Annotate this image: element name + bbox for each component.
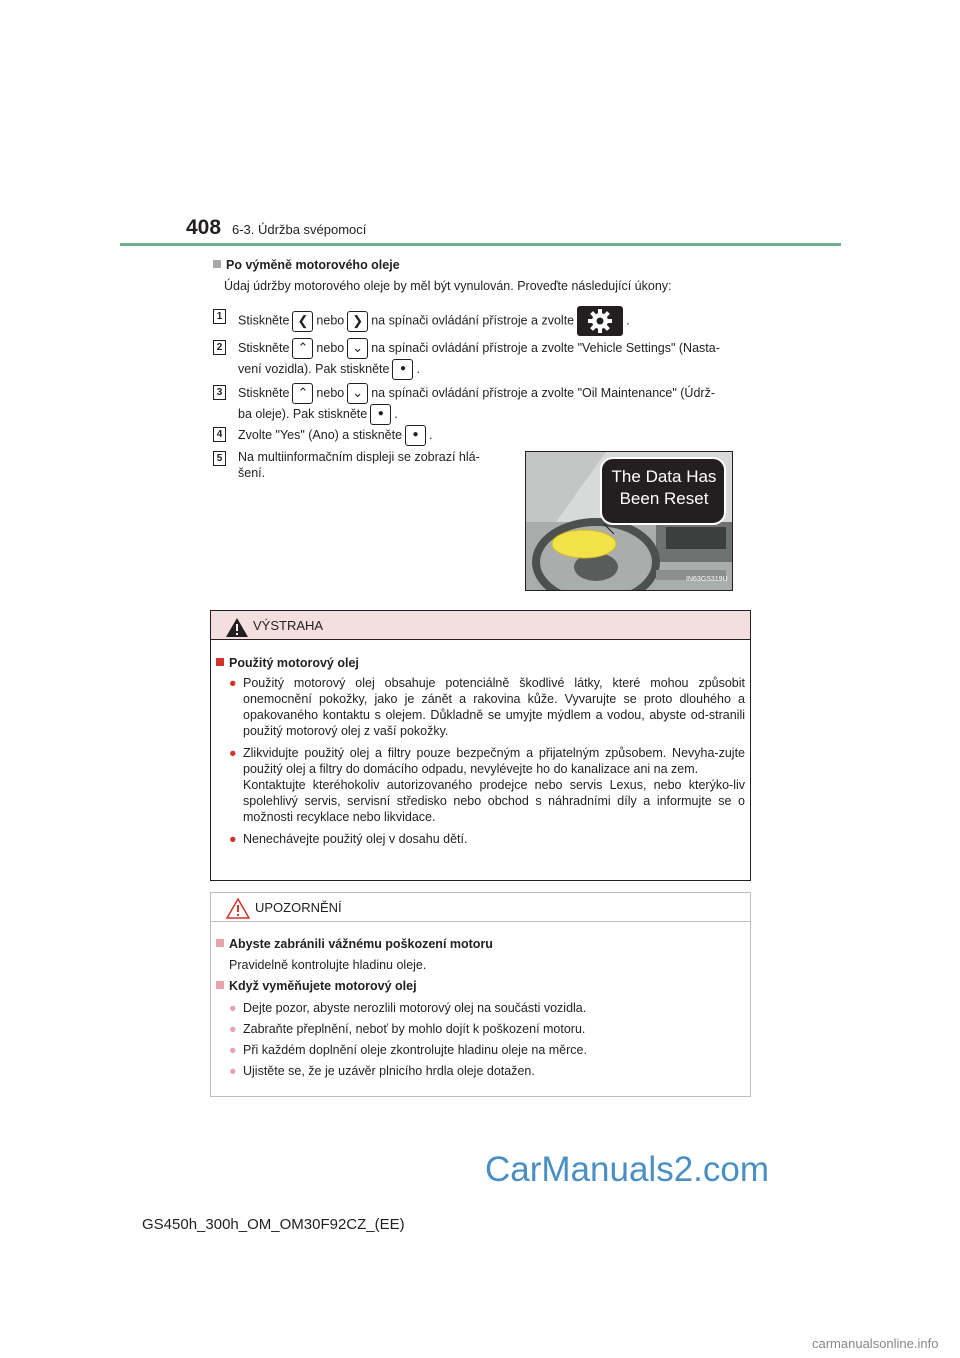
ok-button-icon: ● <box>405 425 426 446</box>
warning-title: VÝSTRAHA <box>253 618 324 633</box>
list-item: ● Nenechávejte použitý olej v dosahu dětí. <box>229 832 468 846</box>
step-3: Stiskněte ⌃ nebo ⌄ na spínači ovládání přístroje a zvolte "Oil Maintenance" (Údrž- ba oleje). Pak stiskněte ● . <box>238 383 748 425</box>
bullet-icon: ● <box>229 676 237 690</box>
notice-subheading: Když vyměňujete motorový olej <box>216 977 417 995</box>
square-bullet-icon <box>216 658 224 666</box>
notice-list <box>229 998 745 1082</box>
list-item: ● Použitý motorový olej obsahuje potenciálně škodlivé látky, které mohou způsobit onemocnění pokožky, jako je zánět a rakovina kůže. Vyvarujte se proto dlouhého a opakovaného kontaktu s olejem. Důkladně se umyjte mýdlem a vodou, abyste od-stranili použitý motorový olej z vaší pokožky. <box>229 676 745 738</box>
bullet-icon: ● <box>229 1022 237 1036</box>
bullet-icon: ● <box>229 1001 237 1015</box>
list-item: ● Při každém doplnění oleje zkontrolujte hladinu oleje na měrce. <box>229 1040 745 1061</box>
step-number: 5 <box>213 451 226 466</box>
notice-title: UPOZORNĚNÍ <box>255 900 342 915</box>
notice-subheading: Abyste zabránili vážnému poškození motoru <box>216 935 493 953</box>
dashboard-illustration <box>525 451 733 591</box>
list-item: ● Zabraňte přeplnění, neboť by mohlo dojít k poškození motoru. <box>229 1019 745 1040</box>
caution-triangle-icon <box>226 898 250 919</box>
step-5: Na multiinformačním displeji se zobrazí hlá- šení. <box>238 450 480 480</box>
square-bullet-icon <box>216 939 224 947</box>
step-1: Stiskněte ❮ nebo ❯ na spínači ovládání přístroje a zvolte . <box>238 306 630 336</box>
bullet-icon: ● <box>229 832 237 846</box>
image-code: IN63GS319U <box>686 576 728 583</box>
warning-box <box>210 610 751 881</box>
chevron-up-icon: ⌃ <box>292 383 313 404</box>
step-number: 3 <box>213 385 226 400</box>
intro-text: Údaj údržby motorového oleje by měl být vynulován. Proveďte následující úkony: <box>224 279 672 293</box>
step-number: 1 <box>213 309 226 324</box>
bullet-icon: ● <box>229 746 237 760</box>
step-number: 4 <box>213 427 226 442</box>
warning-list <box>229 675 745 847</box>
square-bullet-icon <box>216 981 224 989</box>
chevron-down-icon: ⌄ <box>347 338 368 359</box>
warning-triangle-icon <box>226 618 248 637</box>
list-item: ● Dejte pozor, abyste nerozlili motorový olej na součásti vozidla. <box>229 998 745 1019</box>
watermark-logo: CarManuals2.com <box>485 1150 769 1189</box>
bullet-icon: ● <box>229 1064 237 1078</box>
ok-button-icon: ● <box>370 404 391 425</box>
watermark-site: carmanualsonline.info <box>812 1336 939 1351</box>
section-heading: Po výměně motorového oleje <box>213 258 400 272</box>
step-4: Zvolte "Yes" (Ano) a stiskněte ● . <box>238 425 433 446</box>
ok-button-icon: ● <box>392 359 413 380</box>
chevron-down-icon: ⌄ <box>347 383 368 404</box>
list-item: ● Zlikvidujte použitý olej a filtry pouze bezpečným a přijatelným způsobem. Nevyha-zujte použitý olej a filtry do domácího odpadu, nevylévejte ho do kanalizace ani na zem. Kontaktujte kteréhokoliv autorizovaného prodejce nebo servis Lexus, nebo kterýko-liv spolehlivý servis, servisní středisko nebo obchod s náhradními díly a informujte se o možnosti recyklace nebo likvidace. <box>229 746 745 824</box>
notice-text: Pravidelně kontrolujte hladinu oleje. <box>229 958 427 972</box>
chevron-up-icon: ⌃ <box>292 338 313 359</box>
notice-box <box>210 892 751 1097</box>
header-rule <box>120 243 841 246</box>
chevron-right-icon: ❯ <box>347 311 368 332</box>
step-2: Stiskněte ⌃ nebo ⌄ na spínači ovládání přístroje a zvolte "Vehicle Settings" (Nasta- vení vozidla). Pak stiskněte ● . <box>238 338 748 380</box>
screen-message: The Data Has Been Reset <box>611 467 717 508</box>
bullet-icon: ● <box>229 1043 237 1057</box>
square-bullet-icon <box>213 260 221 268</box>
warning-header <box>211 611 750 640</box>
gear-icon <box>577 306 623 336</box>
list-item: ● Ujistěte se, že je uzávěr plnicího hrdla oleje dotažen. <box>229 1061 745 1082</box>
chevron-left-icon: ❮ <box>292 311 313 332</box>
step-number: 2 <box>213 340 226 355</box>
page-number: 408 <box>186 216 222 239</box>
notice-header <box>211 893 750 922</box>
section-title: 6-3. Údržba svépomocí <box>232 222 367 237</box>
warning-subheading: Použitý motorový olej <box>216 654 359 672</box>
footer-code: GS450h_300h_OM_OM30F92CZ_(EE) <box>142 1216 405 1233</box>
